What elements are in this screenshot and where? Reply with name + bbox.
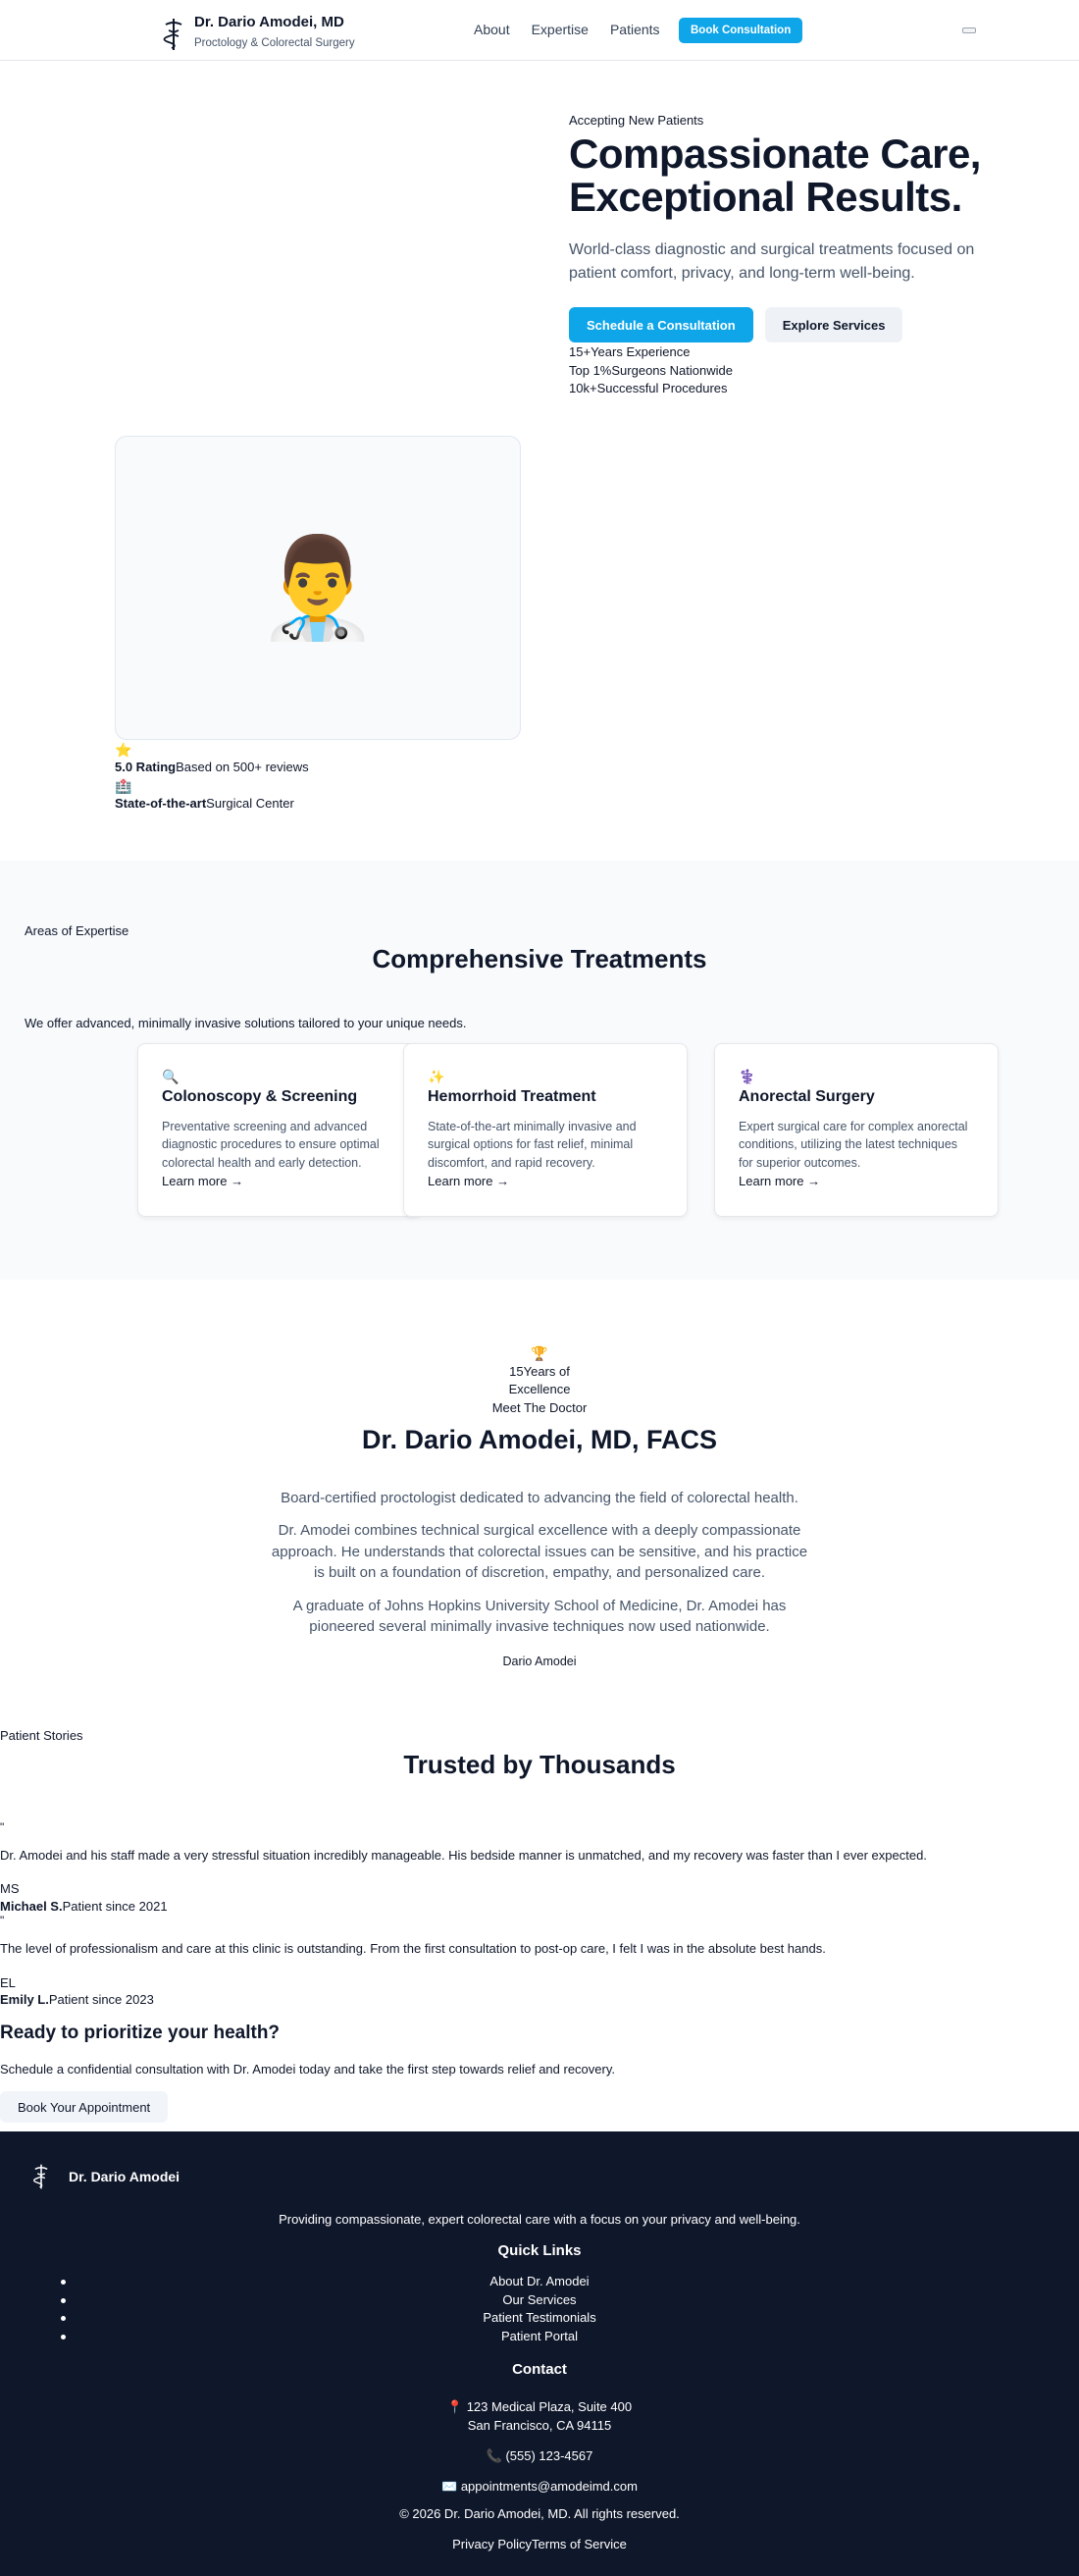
hero-title-line1: Compassionate Care, bbox=[569, 130, 981, 177]
footer-link-label: About Dr. Amodei bbox=[489, 2274, 590, 2288]
footer-link-label: Patient Portal bbox=[500, 2328, 579, 2343]
stat-value: 10k+ bbox=[569, 381, 597, 396]
hospital-icon: 🏥 bbox=[115, 777, 132, 794]
footer-link-about[interactable] bbox=[0, 2273, 1079, 2291]
medical-symbol-icon: ⚕️ bbox=[739, 1069, 756, 1084]
footer-email[interactable]: ✉️ appointments@amodeimd.com bbox=[441, 2479, 638, 2494]
schedule-consultation-button[interactable]: Schedule a Consultation bbox=[569, 307, 753, 342]
about-body-2: A graduate of Johns Hopkins University School of Medicine, Dr. Amodei has pioneered several minimally invasive techniques now used nationwide. bbox=[292, 1597, 787, 1636]
doctor-photo-card bbox=[115, 436, 521, 740]
about-title: Dr. Dario Amodei, MD, FACS bbox=[361, 1425, 718, 1455]
hero-subtitle: World-class diagnostic and surgical treatments focused on patient comfort, privacy, and long-term well-being. bbox=[569, 240, 975, 283]
terms-of-service-link[interactable]: Terms of Service bbox=[532, 2537, 627, 2551]
footer-link-testimonials[interactable] bbox=[0, 2309, 1079, 2328]
bullet-icon bbox=[61, 2298, 66, 2303]
footer-link-portal[interactable] bbox=[0, 2328, 1079, 2346]
stat-label: Successful Procedures bbox=[596, 381, 728, 396]
footer-tagline: Providing compassionate, expert colorectal care with a focus on your privacy and well-being. bbox=[279, 2212, 800, 2227]
author-since: Patient since 2021 bbox=[62, 1898, 168, 1914]
doctor-signature: Dario Amodei bbox=[502, 1654, 577, 1668]
hero-badges bbox=[115, 741, 309, 813]
services-description: We offer advanced, minimally invasive solutions tailored to your unique needs. bbox=[25, 1016, 467, 1030]
quick-links-list bbox=[0, 2273, 1079, 2345]
stat-value: 15+ bbox=[569, 344, 591, 360]
hero-title bbox=[569, 132, 991, 220]
testimonials-title: Trusted by Thousands bbox=[403, 1749, 676, 1779]
testimonial-text: The level of professionalism and care at this clinic is outstanding. From the first consultation to post-op care, I felt I was in the absolute best hands. bbox=[0, 1941, 826, 1957]
quick-links-title: Quick Links bbox=[497, 2242, 582, 2259]
stat-item bbox=[569, 380, 991, 398]
footer-copyright: © 2026 Dr. Dario Amodei, MD. All rights reserved. bbox=[399, 2506, 680, 2521]
author-name: Michael S. bbox=[0, 1898, 63, 1914]
card-text: State-of-the-art minimally invasive and surgical options for fast relief, minimal discomfort, and rapid recovery. bbox=[428, 1119, 637, 1170]
doctor-avatar-icon: 👨‍⚕️ bbox=[256, 533, 380, 643]
testimonial-author bbox=[0, 1991, 1079, 2009]
facility-text: Surgical Center bbox=[206, 795, 294, 811]
magnifier-icon: 🔍 bbox=[162, 1069, 180, 1084]
learn-more-link[interactable]: Learn more → bbox=[739, 1174, 821, 1189]
testimonial-card bbox=[0, 1821, 1079, 1916]
caduceus-icon bbox=[161, 17, 186, 52]
service-card-hemorrhoid[interactable] bbox=[403, 1043, 688, 1217]
trophy-icon: 🏆 bbox=[531, 1345, 548, 1361]
quote-icon: " bbox=[0, 1819, 5, 1834]
brand[interactable] bbox=[161, 13, 355, 52]
stat-value: Top 1% bbox=[569, 362, 612, 378]
cta-text: Schedule a confidential consultation with Dr. Amodei today and take the first step towards relief and recovery. bbox=[0, 2061, 615, 2077]
bullet-icon bbox=[61, 2280, 66, 2285]
services-section bbox=[0, 861, 1079, 1280]
services-title: Comprehensive Treatments bbox=[372, 944, 707, 973]
footer-link-label: Our Services bbox=[502, 2291, 577, 2307]
learn-more-link[interactable]: Learn more → bbox=[428, 1174, 510, 1189]
about-eyebrow: Meet The Doctor bbox=[491, 1399, 588, 1415]
brand-name: Dr. Dario Amodei, MD bbox=[194, 14, 344, 30]
address-street: 123 Medical Plaza, Suite 400 bbox=[466, 2399, 633, 2414]
service-card-anorectal[interactable] bbox=[714, 1043, 999, 1217]
explore-services-button[interactable]: Explore Services bbox=[765, 307, 903, 342]
menu-toggle-icon[interactable] bbox=[962, 27, 976, 33]
nav-patients[interactable]: Patients bbox=[609, 22, 660, 37]
hero-stats bbox=[569, 343, 991, 398]
hero-actions bbox=[569, 307, 991, 342]
testimonials-section bbox=[0, 1727, 1079, 2123]
footer-brand-name: Dr. Dario Amodei bbox=[69, 2168, 180, 2184]
card-title: Colonoscopy & Screening bbox=[162, 1088, 358, 1105]
cta-section bbox=[0, 2021, 1079, 2123]
avatar-initials: EL bbox=[0, 1974, 16, 1990]
footer-phone[interactable]: 📞 (555) 123-4567 bbox=[486, 2448, 593, 2463]
hero-title-line2: Exceptional Results. bbox=[569, 174, 962, 221]
footer-address bbox=[0, 2398, 1079, 2435]
about-section bbox=[0, 1335, 1079, 1670]
author-name: Emily L. bbox=[0, 1992, 49, 2008]
stat-label: Surgeons Nationwide bbox=[611, 362, 733, 378]
stat-item bbox=[569, 362, 991, 381]
hero-eyebrow: Accepting New Patients bbox=[569, 113, 704, 128]
card-title: Anorectal Surgery bbox=[739, 1088, 875, 1105]
bullet-icon bbox=[61, 2335, 66, 2339]
stat-item bbox=[569, 343, 991, 362]
rating-value: 5.0 Rating bbox=[115, 760, 177, 774]
address-line-1 bbox=[0, 2398, 1079, 2417]
about-body-1: Dr. Amodei combines technical surgical excellence with a deeply compassionate approach. He understands that colorectal issues can be sensitive, and his practice is built on a foundation of discretion, empathy, and personalized care. bbox=[271, 1522, 808, 1582]
author-since: Patient since 2023 bbox=[48, 1992, 154, 2008]
years-label: Years of bbox=[523, 1363, 570, 1379]
years-badge bbox=[0, 1363, 1079, 1382]
stat-label: Years Experience bbox=[591, 344, 691, 360]
bullet-icon bbox=[61, 2316, 66, 2321]
facility-badge bbox=[115, 795, 309, 814]
footer-brand[interactable] bbox=[31, 2163, 180, 2190]
site-footer bbox=[0, 2131, 1079, 2576]
about-intro: Board-certified proctologist dedicated to advancing the field of colorectal health. bbox=[281, 1489, 798, 1506]
book-appointment-button[interactable]: Book Your Appointment bbox=[0, 2091, 168, 2123]
nav-about[interactable]: About bbox=[474, 22, 510, 37]
quote-icon: " bbox=[0, 1914, 5, 1928]
services-eyebrow: Areas of Expertise bbox=[25, 923, 129, 938]
testimonial-author bbox=[0, 1898, 1079, 1916]
pin-icon: 📍 bbox=[446, 2399, 464, 2414]
avatar-initials: MS bbox=[0, 1881, 20, 1897]
sparkles-icon: ✨ bbox=[428, 1069, 445, 1084]
privacy-policy-link[interactable]: Privacy Policy bbox=[452, 2537, 533, 2551]
nav-expertise[interactable]: Expertise bbox=[531, 22, 589, 37]
contact-title: Contact bbox=[512, 2361, 567, 2378]
testimonial-card bbox=[0, 1915, 1079, 2009]
years-label-2: Excellence bbox=[508, 1382, 571, 1397]
caduceus-icon bbox=[31, 2163, 51, 2190]
site-header bbox=[0, 0, 1079, 61]
years-value: 15 bbox=[509, 1363, 524, 1379]
brand-subtitle: Proctology & Colorectal Surgery bbox=[194, 37, 355, 50]
service-card-colonoscopy[interactable] bbox=[137, 1043, 422, 1217]
footer-link-services[interactable] bbox=[0, 2291, 1079, 2310]
card-text: Expert surgical care for complex anorectal conditions, utilizing the latest techniques for superior outcomes. bbox=[739, 1119, 968, 1170]
hero-section bbox=[569, 112, 991, 398]
card-title: Hemorrhoid Treatment bbox=[428, 1088, 596, 1105]
card-text: Preventative screening and advanced diagnostic procedures to ensure optimal colorectal health and early detection. bbox=[162, 1119, 380, 1170]
main-nav bbox=[474, 21, 682, 39]
rating-text: Based on 500+ reviews bbox=[176, 760, 309, 774]
cta-title: Ready to prioritize your health? bbox=[0, 2022, 281, 2043]
rating-badge bbox=[115, 759, 309, 777]
testimonials-eyebrow: Patient Stories bbox=[0, 1728, 83, 1743]
book-consultation-button[interactable]: Book Consultation bbox=[679, 18, 802, 43]
facility-strong: State-of-the-art bbox=[115, 795, 207, 811]
learn-more-link[interactable]: Learn more → bbox=[162, 1174, 244, 1189]
star-icon: ⭐ bbox=[115, 742, 132, 758]
footer-legal-links bbox=[0, 2536, 1079, 2553]
testimonial-text: Dr. Amodei and his staff made a very stressful situation incredibly manageable. His bedside manner is unmatched, and my recovery was faster than I ever expected. bbox=[0, 1847, 927, 1863]
address-line-2: San Francisco, CA 94115 bbox=[467, 2417, 612, 2433]
footer-link-label: Patient Testimonials bbox=[483, 2310, 596, 2325]
